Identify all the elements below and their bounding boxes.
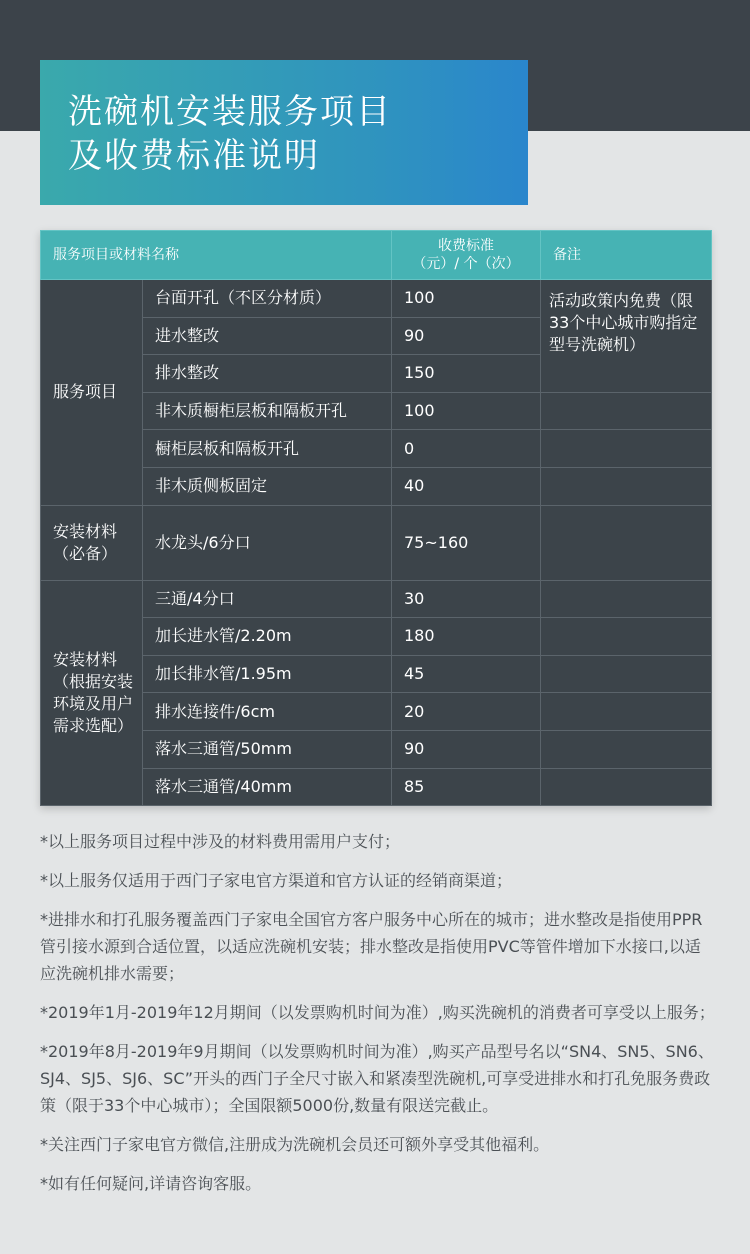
row-fee: 100 [392, 392, 541, 430]
row-fee: 85 [392, 768, 541, 806]
row-remark: 活动政策内免费（限33个中心城市购指定型号洗碗机） [541, 280, 712, 393]
row-name: 台面开孔（不区分材质） [143, 280, 392, 318]
note-item: *以上服务项目过程中涉及的材料费用需用户支付； [40, 832, 401, 851]
row-name: 排水连接件/6cm [143, 693, 392, 731]
row-remark-empty [541, 430, 712, 468]
group-service: 服务项目 [41, 280, 143, 506]
row-fee: 90 [392, 317, 541, 355]
table-row [41, 580, 712, 618]
row-name: 橱柜层板和隔板开孔 [143, 430, 392, 468]
row-fee: 100 [392, 280, 541, 318]
group-required: 安装材料（必备） [41, 505, 143, 580]
row-fee: 180 [392, 618, 541, 656]
row-fee: 150 [392, 355, 541, 393]
row-name: 落水三通管/50mm [143, 730, 392, 768]
row-fee: 30 [392, 580, 541, 618]
row-name: 水龙头/6分口 [143, 505, 392, 580]
page-title-line2: 及收费标准说明 [68, 136, 320, 176]
title-banner [40, 60, 528, 205]
row-remark-empty [541, 768, 712, 806]
row-remark-empty [541, 467, 712, 505]
note-item: *2019年8月-2019年9月期间（以发票购机时间为准）,购买产品型号名以“SN4、SN5、SN6、SJ4、SJ5、SJ6、SC”开头的西门子全尺寸嵌入和紧凑型洗碗机,可享受进排水和打孔免服务费政策（限于33个中心城市）；全国限额5000份,数量有限送完截止。 [40, 1042, 714, 1115]
row-name: 加长排水管/1.95m [143, 655, 392, 693]
table-row [41, 505, 712, 580]
header-item: 服务项目或材料名称 [41, 231, 392, 280]
row-remark-empty [541, 580, 712, 618]
row-name: 排水整改 [143, 355, 392, 393]
row-remark-empty [541, 392, 712, 430]
header-fee-line1: 收费标准 [438, 238, 494, 254]
row-fee: 0 [392, 430, 541, 468]
row-fee: 45 [392, 655, 541, 693]
note-item: *关注西门子家电官方微信,注册成为洗碗机会员还可额外享受其他福利。 [40, 1135, 550, 1154]
notes-section [40, 828, 716, 1209]
note-item: *2019年1月-2019年12月期间（以发票购机时间为准）,购买洗碗机的消费者可享受以上服务； [40, 1003, 715, 1022]
table-header-row [41, 231, 712, 280]
header-fee-line2: （元）/ 个（次） [412, 256, 520, 272]
header-remark: 备注 [541, 231, 712, 280]
row-name: 加长进水管/2.20m [143, 618, 392, 656]
row-name: 非木质橱柜层板和隔板开孔 [143, 392, 392, 430]
row-remark-empty [541, 655, 712, 693]
header-fee [392, 231, 541, 280]
note-item: *以上服务仅适用于西门子家电官方渠道和官方认证的经销商渠道； [40, 871, 513, 890]
row-name: 进水整改 [143, 317, 392, 355]
page-title-line1: 洗碗机安装服务项目 [68, 92, 392, 132]
row-name: 三通/4分口 [143, 580, 392, 618]
fee-table [40, 230, 711, 806]
row-name: 非木质侧板固定 [143, 467, 392, 505]
table-row [41, 280, 712, 318]
row-remark-empty [541, 618, 712, 656]
row-fee: 20 [392, 693, 541, 731]
row-fee: 90 [392, 730, 541, 768]
note-item: *进排水和打孔服务覆盖西门子家电全国官方客户服务中心所在的城市；进水整改是指使用PPR管引接水源到合适位置，以适应洗碗机安装；排水整改是指使用PVC等管件增加下水接口,以适应洗碗机排水需要； [40, 910, 703, 983]
group-optional: 安装材料（根据安装环境及用户需求选配） [41, 580, 143, 806]
row-remark-empty [541, 505, 712, 580]
row-fee: 40 [392, 467, 541, 505]
row-remark-empty [541, 730, 712, 768]
note-item: *如有任何疑问,详请咨询客服。 [40, 1174, 262, 1193]
row-fee: 75~160 [392, 505, 541, 580]
row-name: 落水三通管/40mm [143, 768, 392, 806]
row-remark-empty [541, 693, 712, 731]
